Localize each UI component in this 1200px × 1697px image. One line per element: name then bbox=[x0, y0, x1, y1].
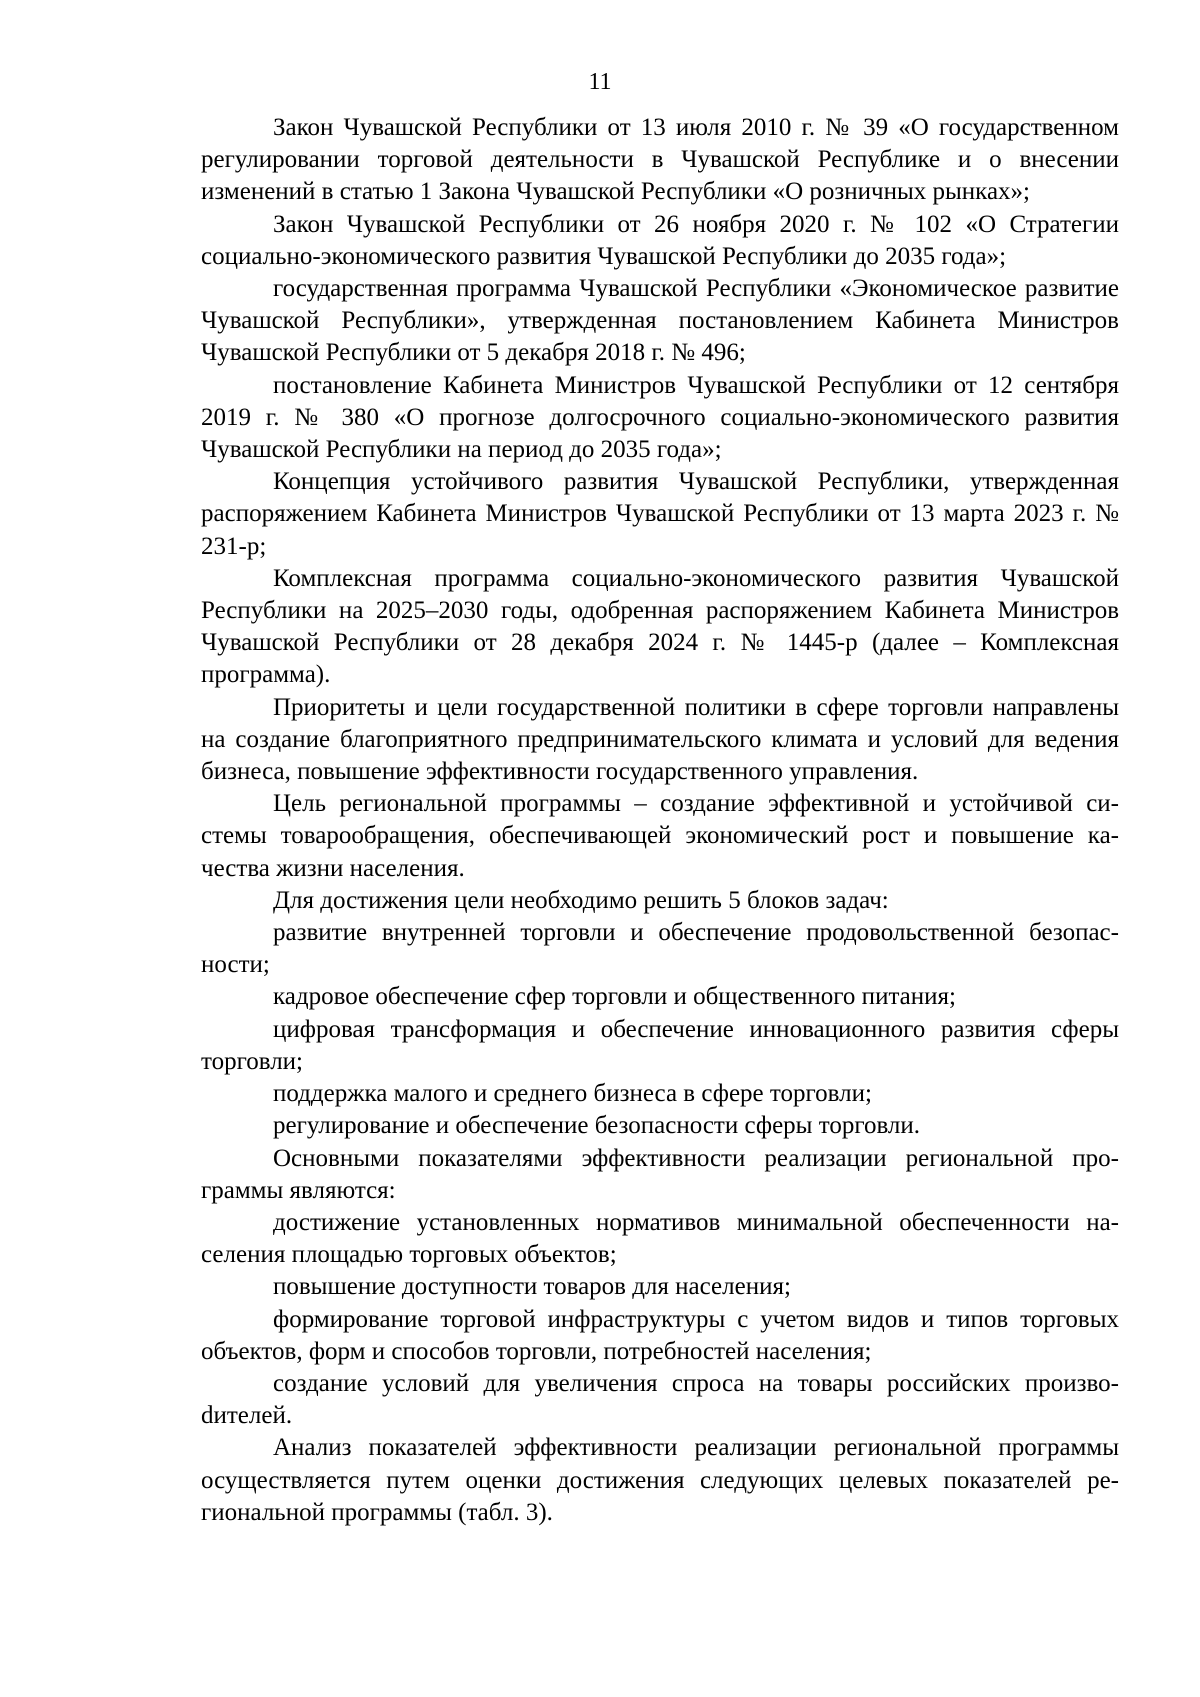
paragraph: развитие внутренней торговли и обеспечение продовольственной безопасности; bbox=[201, 919, 1119, 979]
paragraph: кадровое обеспечение сфер торговли и общественного питания; bbox=[273, 983, 956, 1011]
paragraph: Основными показателями эффективности реализации региональной программы являются: bbox=[201, 1144, 1119, 1204]
paragraph: достижение установленных нормативов минимальной обеспеченности населения площадью торговых объектов; bbox=[201, 1208, 1119, 1269]
paragraph: Комплексная программа социально-экономического развития Чувашской Республики на 2025–2030 годы, одобренная распоряжением Кабинета Министров Чувашской Республики от 28 декабря 2024 г. № 1445-р (далее – Комплексная программа). bbox=[201, 564, 1119, 689]
paragraph: государственная программа Чувашской Республики «Экономическое развитие Чувашской Республики», утвержденная постановлением Кабинета Министров Чувашской Республики от 5 декабря 2018 г. № 496; bbox=[201, 275, 1119, 367]
paragraph: Закон Чувашской Республики от 13 июля 2010 г. № 39 «О государственном регулировании торговой деятельности в Чувашской Республике и о внесении изменений в статью 1 Закона Чувашской Республики «О розничных рынках»; bbox=[201, 114, 1119, 206]
paragraph: Для достижения цели необходимо решить 5 блоков задач: bbox=[273, 886, 889, 914]
paragraph: поддержка малого и среднего бизнеса в сфере торговли; bbox=[273, 1080, 872, 1108]
paragraph: цифровая трансформация и обеспечение инновационного развития сферы торговли; bbox=[201, 1015, 1119, 1075]
document-body bbox=[201, 112, 1119, 1529]
paragraph: повышение доступности товаров для населения; bbox=[273, 1273, 791, 1301]
paragraph: постановление Кабинета Министров Чувашской Республики от 12 сентября 2019 г. № 380 «О прогнозе долгосрочного социально-экономического развития Чувашской Республики на период до 2035 года»; bbox=[201, 371, 1119, 464]
paragraph: Анализ показателей эффективности реализации региональной программы осуществляется путем оценки достижения следующих целевых показателей региональной программы (табл. 3). bbox=[201, 1434, 1119, 1526]
paragraph: формирование торговой инфраструктуры с учетом видов и типов торговых объектов, форм и способов торговли, потребностей населения; bbox=[201, 1305, 1119, 1365]
paragraph: Концепция устойчивого развития Чувашской Республики, утвержденная распоряжением Кабинета Министров Чувашской Республики от 13 марта 2023 г. № 231-р; bbox=[201, 468, 1119, 560]
paragraph: регулирование и обеспечение безопасности сферы торговли. bbox=[273, 1112, 921, 1140]
paragraph: Закон Чувашской Республики от 26 ноября 2020 г. № 102 «О Стратегии социально-экономического развития Чувашской Республики до 2035 года»; bbox=[201, 210, 1119, 270]
page-number: 11 bbox=[588, 69, 612, 95]
paragraph: создание условий для увеличения спроса на товары российских произвоdителей. bbox=[201, 1369, 1119, 1430]
paragraph: Цель региональной программы – создание эффективной и устойчивой системы товарообращения, обеспечивающей экономический рост и повышение качества жизни населения. bbox=[201, 790, 1119, 882]
paragraph: Приоритеты и цели государственной политики в сфере торговли направлены на создание благоприятного предпринимательского климата и условий для ведения бизнеса, повышение эффективности государственного управления. bbox=[201, 693, 1119, 786]
